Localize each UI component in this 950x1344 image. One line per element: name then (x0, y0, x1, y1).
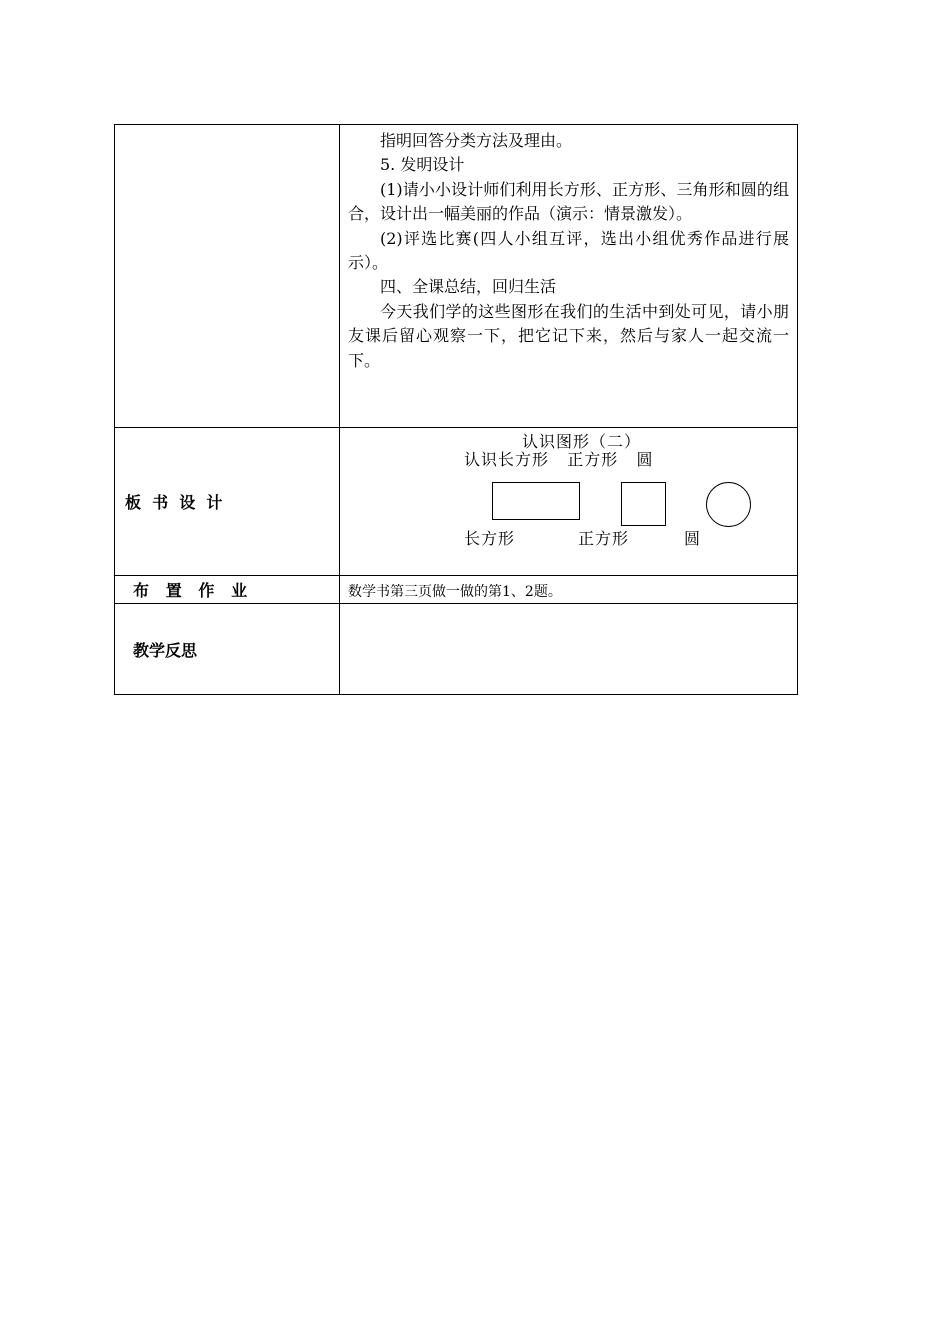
content-paragraph: (2)评选比赛(四人小组互评，选出小组优秀作品进行展示）。 (348, 228, 789, 273)
content-paragraph: (1)请小小设计师们利用长方形、正方形、三角形和圆的组合，设计出一幅美丽的作品（演示：情景激发）。 (348, 179, 789, 224)
square-shape (621, 482, 666, 526)
board-design-cell (340, 428, 798, 576)
reflection-row (115, 604, 798, 695)
content-left-cell (115, 125, 340, 428)
content-paragraph: 5. 发明设计 (380, 155, 465, 175)
rectangle-shape (492, 482, 580, 520)
rectangle-caption: 长方形 (464, 529, 516, 548)
board-title: 认识图形（二） (522, 432, 642, 451)
lesson-plan-table (114, 124, 798, 695)
content-paragraph: 四、全课总结，回归生活 (380, 277, 557, 297)
board-design-row (115, 428, 798, 576)
circle-shape (706, 482, 751, 527)
content-paragraph: 今天我们学的这些图形在我们的生活中到处可见，请小朋友课后留心观察一下，把它记下来，然后与家人一起交流一下。 (348, 301, 789, 370)
board-design-label: 板 书 设 计 (115, 428, 340, 576)
homework-row (115, 576, 798, 604)
homework-label: 布 置 作 业 (115, 576, 340, 604)
content-cell (340, 125, 798, 428)
board-subtitle: 认识长方形 正方形 圆 (464, 450, 654, 469)
reflection-label: 教学反思 (115, 604, 340, 695)
square-caption: 正方形 (578, 529, 630, 548)
circle-caption: 圆 (684, 529, 702, 548)
reflection-cell (340, 604, 798, 695)
content-paragraph: 指明回答分类方法及理由。 (380, 131, 573, 150)
content-row (115, 125, 798, 428)
homework-text: 数学书第三页做一做的第1、2题。 (340, 576, 798, 604)
